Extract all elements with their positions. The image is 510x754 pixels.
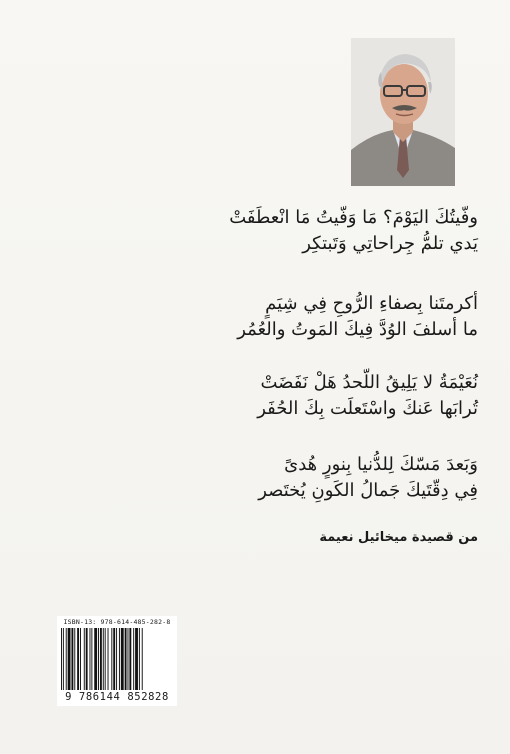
barcode-bar bbox=[129, 628, 131, 690]
barcode-bar bbox=[100, 628, 102, 690]
barcode-bar bbox=[63, 628, 64, 690]
barcode-bar bbox=[116, 628, 117, 690]
barcode-bar bbox=[61, 628, 62, 690]
poem-stanza-2 bbox=[230, 291, 478, 343]
barcode-bars bbox=[61, 628, 173, 690]
poem-line: فِي دِقّتَيكَ جَمالُ الكَونِ يُختَصر bbox=[258, 480, 478, 501]
poem-line: وفّيتُكَ اليَوْمَ؟ مَا وَفّيتُ مَا انْعطَفَتْ bbox=[229, 207, 478, 228]
poem-line: نُعَيْمَةُ لا يَلِيقُ اللّحدُ هَلْ نَفَضَتْ bbox=[260, 372, 478, 393]
isbn-label: ISBN-13: 978-614-485-282-8 bbox=[63, 618, 171, 626]
barcode-bar bbox=[119, 628, 120, 690]
barcode-bar bbox=[108, 628, 109, 690]
poem-line: أكرمتَنا بِصفاءِ الرُّوحِ فِي شِيَمٍ bbox=[265, 293, 478, 314]
barcode-bar bbox=[86, 628, 88, 690]
barcode-bar bbox=[80, 628, 81, 690]
barcode-bar bbox=[125, 628, 127, 690]
barcode-bar bbox=[113, 628, 115, 690]
barcode-bar bbox=[121, 628, 124, 690]
barcode-bar bbox=[105, 628, 106, 690]
poem-stanza-4 bbox=[230, 452, 478, 504]
author-portrait-image bbox=[351, 38, 455, 186]
barcode-bar bbox=[94, 628, 97, 690]
barcode-bar bbox=[103, 628, 104, 690]
poem-line: تُرابَها عَنكَ واسْتَعلَت بِكَ الحُفَر bbox=[257, 398, 478, 419]
poem-stanza-1 bbox=[230, 205, 478, 257]
barcode-number: 9 786144 852828 bbox=[65, 691, 169, 703]
barcode-bar bbox=[128, 628, 129, 690]
barcode-bar bbox=[74, 628, 75, 690]
barcode-bar bbox=[90, 628, 91, 690]
poem-line: يَدي تلمُّ جِراحاتِي وَتَبتكِر bbox=[302, 233, 478, 254]
barcode-bar bbox=[98, 628, 99, 690]
barcode-bar bbox=[91, 628, 92, 690]
barcode-bar bbox=[84, 628, 85, 690]
poem-credit: من قصيدة ميخائيل نعيمة bbox=[319, 530, 478, 545]
poem-line: وَبَعدَ مَسّكَ لِلدُّنيا بِنورٍ هُدىً bbox=[284, 454, 478, 475]
barcode-bar bbox=[71, 628, 73, 690]
author-photo bbox=[351, 38, 455, 186]
barcode-bar bbox=[77, 628, 79, 690]
isbn-barcode bbox=[57, 616, 177, 706]
barcode-bar bbox=[139, 628, 140, 690]
barcode-bar bbox=[142, 628, 143, 690]
poem-stanza-3 bbox=[230, 370, 478, 422]
barcode-bar bbox=[135, 628, 138, 690]
barcode-bar bbox=[111, 628, 112, 690]
barcode-bar bbox=[66, 628, 67, 690]
poem-line: ما أسلفَ الوُدَّ فِيكَ المَوتُ والعُمُر bbox=[237, 319, 478, 340]
barcode-bar bbox=[68, 628, 71, 690]
barcode-bar bbox=[133, 628, 134, 690]
